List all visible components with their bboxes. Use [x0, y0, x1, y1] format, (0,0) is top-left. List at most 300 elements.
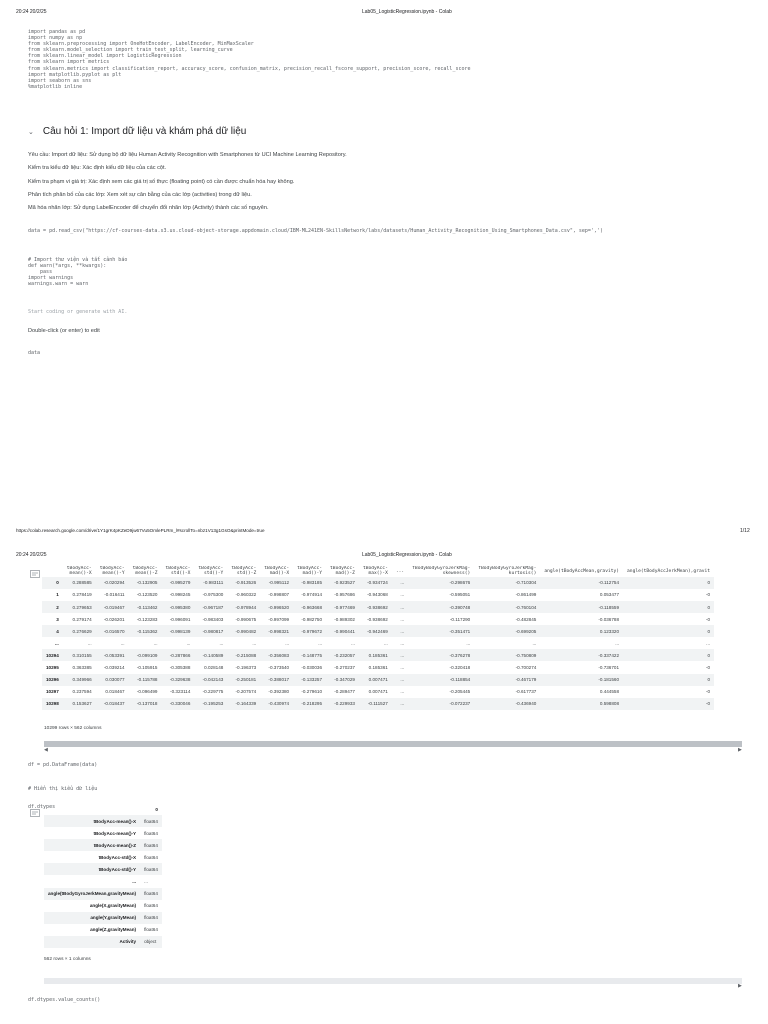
dtypes-header-row [44, 803, 162, 815]
dtype-column-name: angle(X,gravityMean) [89, 903, 137, 909]
table-cell: -0.039214 [103, 665, 125, 671]
table-cell: ... [384, 640, 388, 646]
table-cell: -0.934724 [359, 577, 392, 589]
table-cell: ... [400, 665, 405, 671]
table-cell: ... [400, 640, 405, 646]
table-cell: -0.750809 [474, 649, 540, 661]
code-line: %matplotlib inline [28, 83, 83, 90]
table-cell: -0.467179 [474, 674, 540, 686]
table-cell: -0.298676 [408, 577, 474, 589]
column-header [293, 566, 326, 577]
table-cell: -0 [705, 689, 711, 695]
dtype-column-name: Activity [44, 936, 140, 948]
table-cell: -0.998139 [162, 625, 195, 637]
dtypes-shape: 562 rows × 1 columns [44, 957, 91, 962]
table-cell: ... [400, 689, 405, 695]
table-cell: -0.861499 [515, 592, 537, 598]
table-cell: -0.016411 [104, 592, 125, 598]
read-csv-code-cell[interactable]: data = pd.read_csv("https://cf-courses-data.s3.us.cloud-object-storage.appdomain.cloud/IBM-ML241EN-SkillsNetwork/labs/datasets/Human_Activity_Recognition_Using_Smartphones_Data.csv", sep=',') [28, 228, 603, 234]
dtype-column-name: tBodyAcc-std()-X [98, 854, 137, 860]
dtypes-output [44, 803, 162, 948]
table-cell: -0.943068 [367, 592, 388, 598]
row-index: 10298 [42, 698, 63, 710]
table-cell: -0.181560 [540, 674, 623, 686]
row-index: 3 [56, 616, 59, 622]
paragraph: Mã hóa nhãn lớp: Sử dụng LabelEncoder để chuyển đổi nhãn lớp (Activity) thành các số nguyên. [28, 205, 269, 212]
row-index: 0 [42, 577, 63, 589]
imports-code-cell[interactable] [28, 29, 471, 90]
table-cell: -0.990675 [235, 616, 257, 622]
table-cell: 0.237594 [72, 689, 92, 695]
print-header-title: Lab05_LogisticRegression.ipynb - Colab [362, 552, 452, 558]
code-line: from sklearn.preprocessing import OneHotEncoder, LabelEncoder, MinMaxScaler [28, 41, 254, 48]
column-header [623, 566, 714, 577]
print-header-title: Lab05_LogisticRegression.ipynb - Colab [362, 9, 452, 15]
warnings-code-cell[interactable] [28, 257, 127, 287]
dtype-row [44, 888, 162, 900]
column-header-line: skewness() [442, 571, 471, 577]
table-cell: -0.305388 [169, 665, 191, 671]
data-code-cell[interactable]: data [28, 350, 41, 356]
dtype-value: float64 [140, 863, 162, 875]
table-cell: 0.053477 [599, 592, 620, 598]
column-header [359, 566, 392, 577]
section-header[interactable] [28, 126, 246, 137]
row-index: 2 [42, 601, 63, 613]
scrollbar-track[interactable] [44, 741, 742, 747]
table-cell: -0.989302 [334, 616, 355, 622]
table-cell: -0.030036 [301, 665, 323, 671]
table-cell: -0.482845 [515, 616, 537, 622]
table-cell: -0.115788 [129, 674, 162, 686]
dtypes-footer-row [44, 978, 742, 985]
dtype-row [44, 900, 162, 912]
dtype-row [44, 875, 162, 887]
column-header-line: tBodyAcc- [165, 566, 191, 571]
column-header-line: tBodyAcc- [362, 566, 388, 571]
output-actions-icon[interactable] [30, 804, 40, 822]
dtype-value: float64 [144, 927, 158, 933]
table-cell: -0.699205 [474, 625, 540, 637]
table-cell: 0 [623, 649, 714, 661]
column-header [96, 566, 129, 577]
table-cell: -0.105915 [136, 665, 158, 671]
table-cell: -0.329638 [162, 674, 195, 686]
index-header [42, 566, 63, 577]
column-header-line: std()-Z [236, 571, 257, 577]
scroll-right-arrow[interactable]: ▶ [738, 747, 742, 753]
code-line: from sklearn.metrics import classification_report, accuracy_score, confusion_matrix, precision_recall_fscore_support, precision_score, recall_score [28, 65, 471, 72]
dtype-column-name: angle(Z,gravityMean) [90, 927, 137, 933]
dataframe-header-row [42, 566, 714, 577]
table-cell: -0.320418 [449, 665, 471, 671]
table-cell: -0.942469 [359, 625, 392, 637]
table-cell: -0.376278 [408, 649, 474, 661]
table-cell: -0.123283 [136, 616, 158, 622]
empty-code-cell-placeholder[interactable]: Start coding or generate with AI. [28, 309, 128, 315]
dtype-row [44, 924, 162, 936]
table-cell: -0.980817 [194, 625, 227, 637]
table-cell: 0.185361 [368, 665, 388, 671]
table-cell: 0.185361 [359, 649, 392, 661]
table-cell: -0.053391 [96, 649, 129, 661]
row-index: 1 [56, 592, 59, 598]
table-cell: 0.288585 [63, 577, 96, 589]
table-cell: -0.979672 [293, 625, 326, 637]
table-cell: -0.132905 [129, 577, 162, 589]
table-cell: -0.710304 [474, 577, 540, 589]
column-header-line: tBodyAcc- [330, 566, 355, 571]
column-header-line: tBodyAcc- [264, 566, 290, 571]
table-cell: -0.996091 [169, 616, 191, 622]
table-cell: -0.982750 [301, 616, 323, 622]
column-header-line: mad()-Z [335, 571, 355, 577]
table-row [42, 601, 714, 613]
table-cell: ... [351, 640, 355, 646]
value-counts-code-cell[interactable]: df.dtypes.value_counts() [28, 997, 101, 1003]
table-cell: -0.990441 [326, 625, 359, 637]
column-header [474, 566, 540, 577]
table-cell: -0.279610 [301, 689, 323, 695]
paragraph: Yêu cầu: Import dữ liệu: Sử dụng bộ dữ liệu Human Activity Recognition with Smartphones từ UCI Machine Learning Repository. [28, 152, 347, 158]
dtype-column-name: angle(Y,gravityMean) [44, 912, 140, 924]
table-cell: -0.330046 [162, 698, 195, 710]
dtype-row [44, 827, 162, 839]
table-cell: -0.323114 [170, 689, 191, 695]
table-cell: -0.977469 [326, 601, 359, 613]
table-cell: -0.205445 [449, 689, 471, 695]
table-cell: -0.388017 [260, 674, 293, 686]
table-cell: -0.957686 [334, 592, 355, 598]
row-index: 10295 [46, 665, 59, 671]
table-cell: -0.760104 [474, 601, 540, 613]
table-cell: -0.998245 [169, 592, 191, 598]
table-cell: ... [285, 640, 290, 646]
table-row [42, 613, 714, 625]
table-cell: 0.028148 [204, 665, 224, 671]
code-line: from sklearn.linear_model import LogisticRegression [28, 53, 182, 60]
code-line: import matplotlib.pyplot as plt [28, 71, 122, 78]
dtype-column-name: tBodyAcc-std()-Y [44, 863, 140, 875]
section-title: Câu hỏi 1: Import dữ liệu và khám phá dữ liệu [42, 126, 247, 137]
column-header-line: fBodyBodyGyroJerkMag- [412, 566, 471, 571]
table-cell: 0.007471 [368, 689, 388, 695]
table-cell: -0.978944 [227, 601, 260, 613]
table-cell: -0.436940 [474, 698, 540, 710]
table-cell: -0.123520 [136, 592, 158, 598]
table-cell: -0.133257 [293, 674, 326, 686]
print-footer-url: https://colab.research.google.com/drive/1Y1grK4pKZeD9jw67Vu5OmlePLRm_l#scrollTo=nbz1V13g1GsO&printMode=true [16, 528, 265, 533]
dtype-row [44, 936, 162, 948]
column-header [326, 566, 359, 577]
table-cell: -0.042143 [194, 674, 227, 686]
table-cell: -0.218295 [293, 698, 326, 710]
table-cell: -0.974914 [301, 592, 323, 598]
column-header-line: tBodyAcc- [132, 566, 158, 571]
table-cell: ... [252, 640, 257, 646]
table-cell: ... [392, 674, 408, 686]
table-cell: 0.279174 [72, 616, 92, 622]
column-header-line: fBodyBodyGyroJerkMag- [478, 566, 537, 571]
table-cell: -0.232057 [326, 649, 359, 661]
table-cell: -0.995112 [260, 577, 293, 589]
column-header [227, 566, 260, 577]
table-cell: -0.026201 [103, 616, 125, 622]
table-cell: -0.270237 [334, 665, 355, 671]
table-cell: -0.195253 [194, 698, 227, 710]
column-header [260, 566, 293, 577]
column-header-line: tBodyAcc- [198, 566, 224, 571]
column-header [162, 566, 195, 577]
dataframe-shape: 10299 rows × 562 columns [44, 726, 102, 731]
table-cell: -0.140589 [194, 649, 227, 661]
table-row [42, 577, 714, 589]
table-cell: 0.310155 [63, 649, 96, 661]
table-cell: 0.007471 [359, 674, 392, 686]
column-header-line: mean()-Y [102, 571, 125, 577]
dtype-value: ... [144, 879, 148, 885]
table-cell: 0.444558 [599, 689, 620, 695]
table-cell: 0.278419 [72, 592, 92, 598]
column-header [392, 566, 408, 577]
table-cell: -0.392380 [268, 689, 290, 695]
table-cell: -0.995279 [162, 577, 195, 589]
table-cell: -0.923527 [326, 577, 359, 589]
horizontal-scrollbar[interactable] [44, 741, 742, 747]
table-row [42, 674, 714, 686]
column-header-line: kurtosis() [508, 571, 537, 577]
row-index: ... [54, 640, 59, 646]
table-cell: -0.229775 [202, 689, 224, 695]
table-cell: ... [87, 640, 92, 646]
table-cell: 0.123320 [540, 625, 623, 637]
dtype-column-name: tBodyAcc-mean()-X [44, 815, 140, 827]
dtype-column-name: tBodyAcc-mean()-Z [44, 839, 140, 851]
table-cell: -0.115362 [129, 625, 162, 637]
horizontal-scrollbar[interactable] [44, 978, 742, 984]
column-header [194, 566, 227, 577]
table-cell: -0.938692 [367, 616, 388, 622]
code-comment: # Hiển thị kiểu dữ liệu [28, 786, 98, 793]
code-line: import seaborn as sns [28, 77, 92, 84]
column-header-line: angle(tBodyAccMean,gravity) [544, 568, 620, 574]
table-cell: ... [120, 640, 125, 646]
table-cell: -0.020294 [96, 577, 129, 589]
table-cell: -0.983111 [194, 577, 227, 589]
table-cell: -0.019467 [96, 601, 129, 613]
table-cell: 0 [623, 601, 714, 613]
row-index: 10294 [42, 649, 63, 661]
column-header-line: tBodyAcc- [99, 566, 125, 571]
table-cell: -0.118854 [408, 674, 474, 686]
dtype-value: float64 [144, 903, 158, 909]
table-cell: -0.113462 [129, 601, 162, 613]
code-line: # Import thư viện và tắt cảnh báo [28, 257, 128, 263]
table-cell: -0.137018 [129, 698, 162, 710]
column-header [408, 566, 474, 577]
table-cell: ... [532, 640, 537, 646]
table-cell: ... [153, 640, 158, 646]
row-index: 10296 [42, 674, 63, 686]
column-header-line: mean()-X [69, 571, 92, 577]
table-cell: -0 [623, 698, 714, 710]
column-header-line: mad()-X [269, 571, 290, 577]
code-line: pass [28, 269, 53, 276]
table-cell: -0.967187 [194, 601, 227, 613]
paragraph: Phân tích phân bố của các lớp: Xem xét sự cân bằng của các lớp (activities) trong dữ liệu. [28, 191, 252, 198]
table-cell: -0.983185 [293, 577, 326, 589]
table-cell: -0 [705, 592, 711, 598]
dtypes-index-header [44, 803, 140, 815]
dataframe-code-cell[interactable]: df = pd.DataFrame(data) [28, 762, 98, 768]
dtype-value: object [140, 936, 162, 948]
table-cell: 0.018467 [105, 689, 125, 695]
table-cell: -0.118559 [540, 601, 623, 613]
row-index: 10297 [46, 689, 59, 695]
table-cell: -0.975300 [202, 592, 224, 598]
table-cell: -0.356083 [260, 649, 293, 661]
empty-text-cell[interactable]: Double-click (or enter) to edit [28, 328, 100, 334]
requirements-text-cell[interactable] [28, 152, 347, 211]
table-cell: ... [615, 640, 620, 646]
table-cell: -0.347029 [326, 674, 359, 686]
column-header-line: tBodyAcc- [66, 566, 92, 571]
table-cell: -0.351471 [408, 625, 474, 637]
code-line: import numpy as np [28, 35, 83, 42]
table-row [42, 698, 714, 710]
table-cell: -0.111527 [359, 698, 392, 710]
table-cell: -0.215088 [227, 649, 260, 661]
column-header-line: angle(tBodyAccJerkMean),gravit [627, 568, 711, 574]
code-line: df.dtypes [28, 804, 56, 811]
table-cell: -0.148775 [293, 649, 326, 661]
table-cell: -0.099109 [129, 649, 162, 661]
chevron-down-icon[interactable]: ⌄ [28, 128, 34, 136]
table-cell: ... [318, 640, 323, 646]
dtype-value: float64 [140, 815, 162, 827]
table-cell: -0 [705, 665, 711, 671]
table-cell: -0.736701 [598, 665, 620, 671]
dtype-column-name: angle(tBodyGyroJerkMean,gravityMean) [44, 888, 140, 900]
table-row [42, 589, 714, 601]
print-header-time: 20:24 20/2/25 [16, 552, 47, 558]
table-cell: ... [466, 640, 471, 646]
column-header-line: ... [395, 568, 405, 574]
table-cell: -0.117290 [449, 616, 471, 622]
table-cell: -0.913526 [227, 577, 260, 589]
table-cell: -0.996520 [260, 601, 293, 613]
table-cell: -0.229933 [326, 698, 359, 710]
table-cell: -0.337422 [540, 649, 623, 661]
dtype-value: float64 [144, 854, 158, 860]
table-cell: -0.287866 [162, 649, 195, 661]
output-actions-icon[interactable] [30, 565, 40, 583]
table-cell: -0.990482 [227, 625, 260, 637]
table-cell: -0.096499 [136, 689, 158, 695]
dtype-row [44, 912, 162, 924]
code-line: import pandas as pd [28, 29, 86, 35]
table-cell: ... [186, 640, 191, 646]
column-header-line: max()-X [368, 571, 388, 577]
table-cell: -0.960322 [235, 592, 257, 598]
column-header-line: std()-X [171, 571, 191, 577]
code-line: from sklearn.model_selection import train_test_split, learning_curve [28, 47, 233, 54]
code-line: from sklearn import metrics [28, 59, 110, 66]
row-index: 4 [42, 625, 63, 637]
scrollbar-thumb[interactable] [44, 741, 742, 747]
table-cell: 0.598808 [540, 698, 623, 710]
table-cell: 0.363385 [72, 665, 92, 671]
table-cell: -0.997099 [268, 616, 290, 622]
column-header-line: std()-Y [203, 571, 224, 577]
table-cell: ... [392, 601, 408, 613]
table-cell: 0 [623, 625, 714, 637]
dtype-value: float64 [144, 830, 158, 836]
code-line: def warn(*args, **kwargs): [28, 263, 107, 270]
scroll-left-arrow[interactable]: ◀ [44, 747, 48, 753]
table-cell: ... [400, 616, 405, 622]
table-cell: ... [392, 698, 408, 710]
dtype-column-name: tBodyAcc-mean()-Y [93, 830, 137, 836]
table-cell: ... [400, 592, 405, 598]
table-cell: -0.112754 [540, 577, 623, 589]
table-cell: 0.276629 [63, 625, 96, 637]
table-cell: -0.018437 [96, 698, 129, 710]
table-cell: ... [392, 577, 408, 589]
dtype-row [44, 839, 162, 851]
table-cell: -0.207574 [235, 689, 257, 695]
table-row [42, 637, 714, 649]
dtype-row [44, 851, 162, 863]
table-cell: -0.938692 [359, 601, 392, 613]
table-cell: -0.700274 [515, 665, 537, 671]
scroll-right-arrow[interactable]: ▶ [738, 983, 742, 989]
table-cell: 0.153627 [63, 698, 96, 710]
dtypes-col-header: 0 [155, 806, 158, 812]
dtype-row [44, 863, 162, 875]
table-cell: -0.289477 [334, 689, 355, 695]
table-cell: -0.373540 [268, 665, 290, 671]
table-cell: -0.164339 [227, 698, 260, 710]
table-cell: -0 [705, 616, 711, 622]
table-cell: -0.430974 [260, 698, 293, 710]
table-cell: -0.995380 [162, 601, 195, 613]
dataframe-output[interactable] [42, 566, 750, 710]
dtypes-table [44, 803, 162, 948]
table-row [42, 686, 714, 698]
table-cell: -0.998807 [268, 592, 290, 598]
table-cell: 0.279653 [63, 601, 96, 613]
dataframe-table [42, 566, 714, 710]
dtype-value: float64 [140, 888, 162, 900]
print-footer-page: 1/12 [740, 528, 750, 534]
table-cell: ... [706, 640, 711, 646]
dtype-row [44, 815, 162, 827]
table-cell: -0.983403 [202, 616, 224, 622]
table-cell: -0.998321 [260, 625, 293, 637]
code-line: import warnings [28, 275, 74, 282]
table-cell: 0.349966 [63, 674, 96, 686]
dtype-value: float64 [140, 912, 162, 924]
table-cell: -0.196373 [235, 665, 257, 671]
table-row [42, 649, 714, 661]
table-cell: 0.030077 [96, 674, 129, 686]
table-cell: 0 [623, 577, 714, 589]
table-cell: ... [392, 649, 408, 661]
table-cell: -0.963668 [293, 601, 326, 613]
table-cell: -0.390748 [408, 601, 474, 613]
table-cell: -0.617737 [515, 689, 537, 695]
